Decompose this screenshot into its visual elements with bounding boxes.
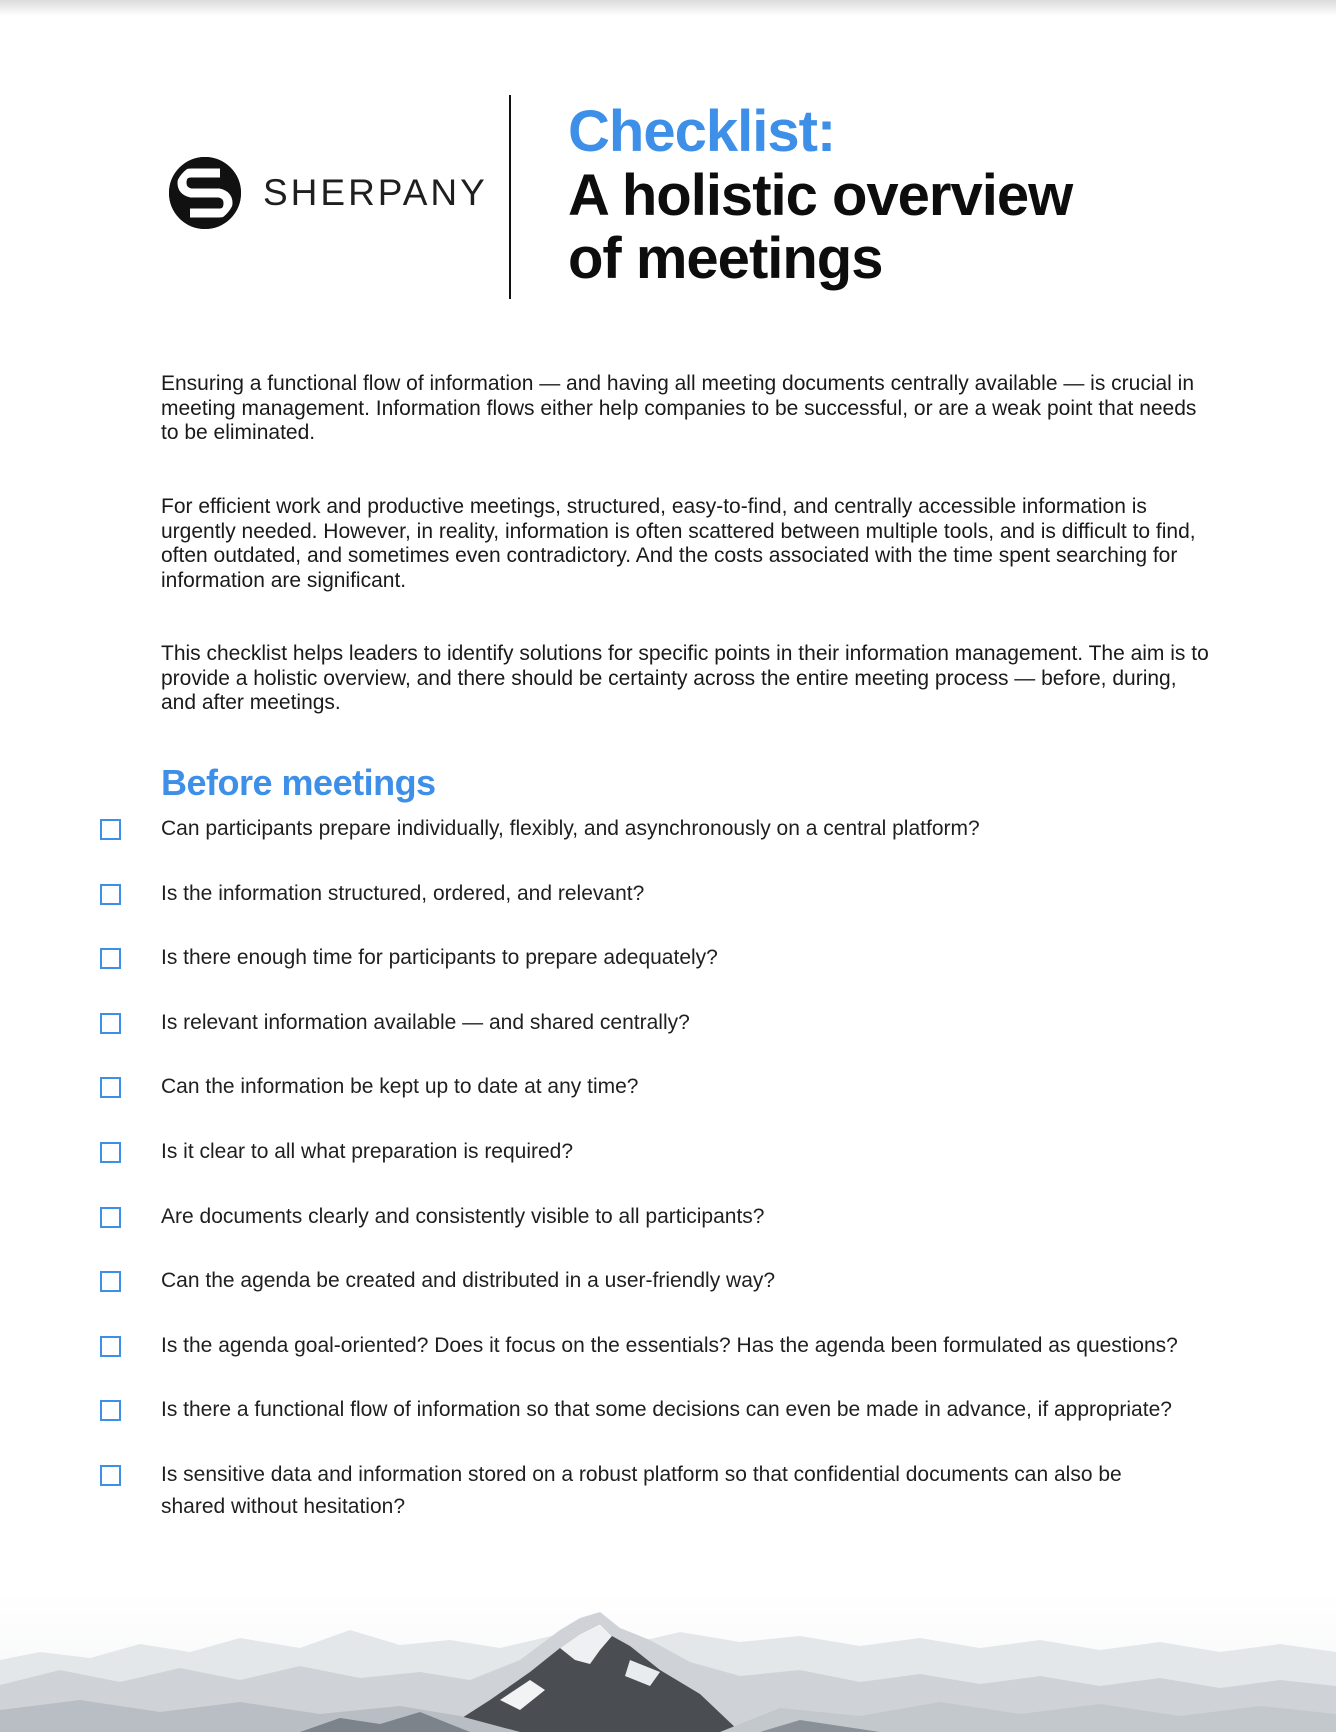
checklist-item-text: Can the agenda be created and distributed in a user-friendly way? xyxy=(161,1269,776,1292)
checkbox-icon[interactable] xyxy=(100,1142,121,1163)
checklist-item[interactable] xyxy=(100,1074,1220,1103)
checklist-item-text: Can the information be kept up to date at any time? xyxy=(161,1075,639,1098)
checklist-item-text: Is it clear to all what preparation is required? xyxy=(161,1140,574,1163)
checklist-item-text: Is there a functional flow of information so that some decisions can even be made in advance, if appropriate? xyxy=(161,1398,1172,1421)
checkbox-icon[interactable] xyxy=(100,1336,121,1357)
checkbox-icon[interactable] xyxy=(100,884,121,905)
page-top-shadow xyxy=(0,0,1336,16)
checkbox-icon[interactable] xyxy=(100,1271,121,1292)
section-title-before-meetings: Before meetings xyxy=(161,762,436,803)
checklist-item[interactable] xyxy=(100,1204,1220,1233)
sherpany-logo-icon xyxy=(169,157,241,229)
checklist-item[interactable] xyxy=(100,1333,1220,1362)
brand-name: SHERPANY xyxy=(263,172,488,213)
intro-paragraph-1: Ensuring a functional flow of information — and having all meeting documents centrally available — is crucial in meeting management. Information flows either help companies to be successful, or are a weak point that needs to be eliminated. xyxy=(161,372,1197,444)
checkbox-icon[interactable] xyxy=(100,948,121,969)
mountain-range-image xyxy=(0,1590,1336,1732)
page-title xyxy=(568,100,1072,290)
intro-paragraph-2: For efficient work and productive meetings, structured, easy-to-find, and centrally accessible information is urgently needed. However, in reality, information is often scattered between multiple tools, and is difficult to find, often outdated, and sometimes even contradictory. And the costs associated with the time spent searching for information are significant. xyxy=(161,495,1196,592)
checklist-item[interactable] xyxy=(100,1268,1220,1297)
checklist-item-text: Can participants prepare individually, flexibly, and asynchronously on a central platform? xyxy=(161,817,980,840)
intro-paragraph-3: This checklist helps leaders to identify solutions for specific points in their information management. The aim is to provide a holistic overview, and there should be certainty across the entire meeting process — before, during, and after meetings. xyxy=(161,642,1209,714)
checklist-item[interactable] xyxy=(100,1397,1220,1426)
checklist-item-text: Is sensitive data and information stored on a robust platform so that confidential documents can also be shared without hesitation? xyxy=(161,1463,1122,1518)
checklist-item-text: Is the agenda goal-oriented? Does it focus on the essentials? Has the agenda been formulated as questions? xyxy=(161,1334,1178,1357)
checkbox-icon[interactable] xyxy=(100,1207,121,1228)
checkbox-icon[interactable] xyxy=(100,1465,121,1486)
title-line-1: Checklist: xyxy=(568,99,836,164)
brand-logo xyxy=(169,155,488,231)
checklist-item-text: Are documents clearly and consistently visible to all participants? xyxy=(161,1205,765,1228)
checklist-item[interactable] xyxy=(100,1010,1220,1039)
title-line-2: A holistic overview xyxy=(568,163,1073,228)
checklist-item[interactable] xyxy=(100,1462,1220,1523)
checkbox-icon[interactable] xyxy=(100,1077,121,1098)
checkbox-icon[interactable] xyxy=(100,1013,121,1034)
checklist-item-text: Is there enough time for participants to prepare adequately? xyxy=(161,946,718,969)
checklist-item[interactable] xyxy=(100,945,1220,974)
title-line-3: of meetings xyxy=(568,226,883,291)
checklist-item[interactable] xyxy=(100,881,1220,910)
checkbox-icon[interactable] xyxy=(100,1400,121,1421)
header-divider xyxy=(509,95,511,299)
checklist-item[interactable] xyxy=(100,1139,1220,1168)
checklist-item[interactable] xyxy=(100,816,1220,845)
checkbox-icon[interactable] xyxy=(100,819,121,840)
checklist-item-text: Is relevant information available — and shared centrally? xyxy=(161,1011,690,1034)
checklist-item-text: Is the information structured, ordered, and relevant? xyxy=(161,882,645,905)
